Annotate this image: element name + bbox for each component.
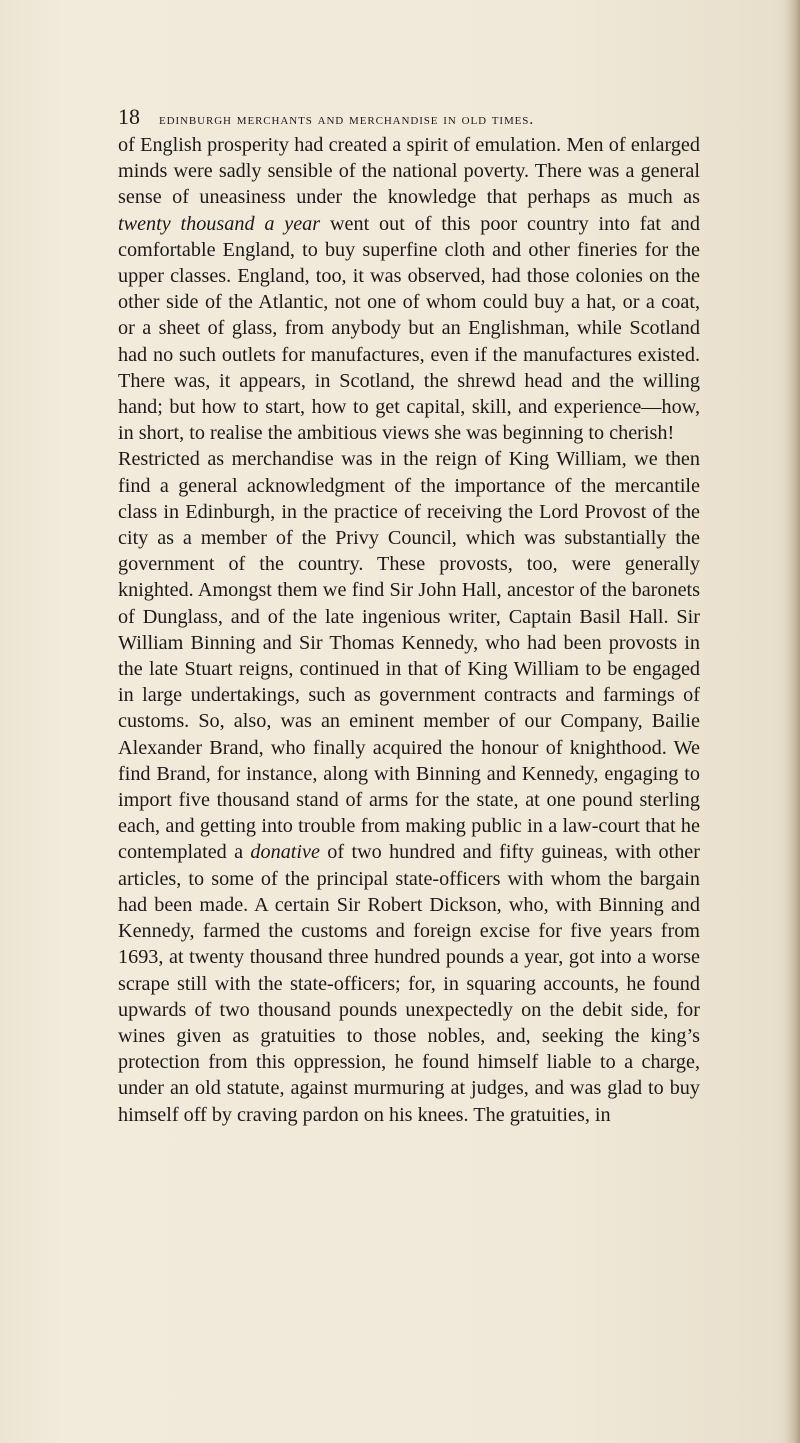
running-title: edinburgh merchants and merchandise in old times.: [159, 111, 535, 128]
paragraph-text: went out of this poor country into fat and comfortable England, to buy superfine cloth and other fineries for the upper classes. England, too, it was observed, had those colonies on the other side of the Atlantic, not one of whom could buy a hat, or a coat, or a sheet of glass, from anybody but an Englishman, while Scotland had no such outlets for manufactures, even if the manufactures existed. There was, it appears, in Scotland, the shrewd head and the willing hand; but how to start, how to get capital, skill, and experience—how, in short, to realise the ambitious views she was beginning to cherish!: [118, 212, 700, 445]
running-head: [118, 104, 688, 128]
italic-phrase: donative: [250, 841, 320, 864]
paragraph-text: of two hundred and fifty guineas, with other articles, to some of the principal state-officers with whom the bargain had been made. A certain Sir Robert Dickson, who, with Binning and Kennedy, farmed the customs and foreign excise for five years from 1693, at twenty thousand three hundred pounds a year, got into a worse scrape still with the state-officers; for, in squaring accounts, he found upwards of two thousand pounds unexpectedly on the debit side, for wines given as gratuities to those nobles, and, seeking the king’s protection from this oppression, he found himself liable to a charge, under an old statute, against murmuring at judges, and was glad to buy himself off by craving pardon on his knees. The gratuities, in: [118, 841, 700, 1126]
paragraph: [118, 132, 700, 446]
paragraph: [118, 446, 700, 1127]
italic-phrase: twenty thousand a year: [118, 212, 321, 235]
paragraph-text: Restricted as merchandise was in the reign of King William, we then find a general acknowledgment of the importance of the mercantile class in Edinburgh, in the practice of receiving the Lord Provost of the city as a member of the Privy Council, which was substantially the government of the country. These provosts, too, were generally knighted. Amongst them we find Sir John Hall, ancestor of the baronets of Dunglass, and of the late ingenious writer, Captain Basil Hall. Sir William Binning and Sir Thomas Kennedy, who had been provosts in the late Stuart reigns, continued in that of King William to be engaged in large undertakings, such as government contracts and farmings of customs. So, also, was an eminent member of our Company, Bailie Alexander Brand, who finally acquired the honour of knighthood. We find Brand, for instance, along with Binning and Kennedy, engaging to import five thousand stand of arms for the state, at one pound sterling each, and getting into trouble from making public in a law-court that he contemplated a: [118, 448, 700, 864]
page-edge-shadow: [786, 0, 800, 1443]
paragraph-text: of English prosperity had created a spirit of emulation. Men of enlarged minds were sadly sensible of the national poverty. There was a general sense of uneasiness under the knowledge that perhaps as much as: [118, 134, 700, 209]
body-text: [118, 132, 700, 1128]
page-number: 18: [118, 104, 140, 129]
